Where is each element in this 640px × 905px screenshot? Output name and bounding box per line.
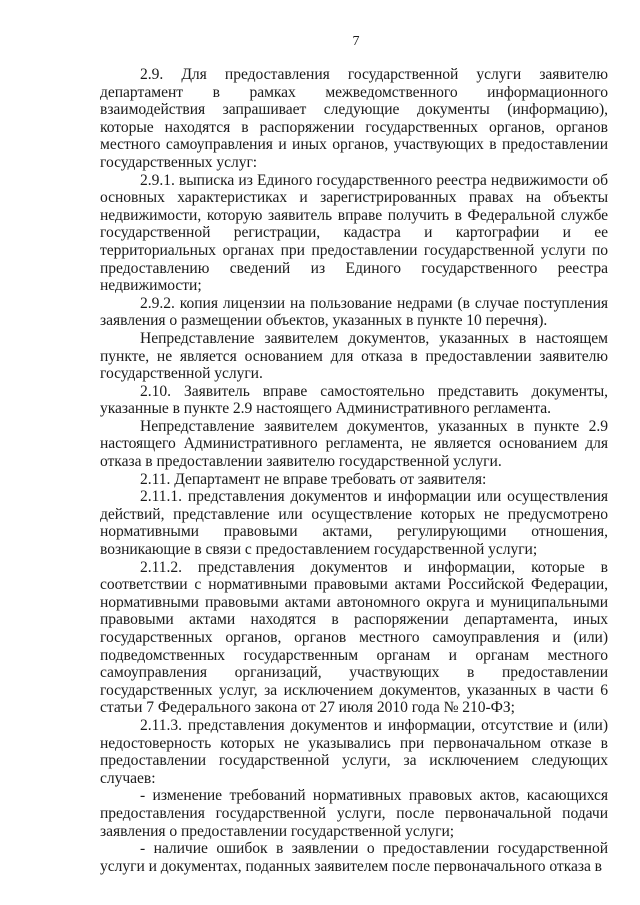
- list-item-errors-in-application: - наличие ошибок в заявлении о предоставлении государственной услуги и документах, поданных заявителем после первоначального отказа в: [100, 840, 608, 875]
- paragraph-2-9-2: 2.9.2. копия лицензии на пользование недрами (в случае поступления заявления о размещении объектов, указанных в пункте 10 перечня).: [100, 294, 608, 330]
- paragraph-non-submission-note: Непредставление заявителем документов, указанных в настоящем пункте, не является основанием для отказа в предоставлении заявителю государственной услуги.: [100, 329, 608, 383]
- paragraph-2-11-2: 2.11.2. представления документов и информации, которые в соответствии с нормативными правовыми актами Российской Федерации, нормативными правовыми актами автономного округа и муниципальными правовыми актами находятся в распоряжении департамента, иных государственных органов, органов местного самоуправления и (или) подведомственных государственным органам и органам местного самоуправления организаций, участвующих в предоставлении государственных услуг, за исключением документов, указанных в части 6 статьи 7 Федерального закона от 27 июля 2010 года № 210-ФЗ;: [100, 558, 608, 717]
- paragraph-2-9: 2.9. Для предоставления государственной услуги заявителю департамент в рамках межведомственного информационного взаимодействия запрашивает следующие документы (информацию), которые находятся в распоряжении государственных органов, органов местного самоуправления и иных органов, участвующих в предоставлении государственных услуг:: [100, 66, 608, 171]
- list-item-requirements-change: - изменение требований нормативных правовых актов, касающихся предоставления государственной услуги, после первоначальной подачи заявления о предоставлении государственной услуги;: [100, 787, 608, 840]
- page-number: 7: [352, 34, 360, 49]
- paragraph-2-11-3: 2.11.3. представления документов и информации, отсутствие и (или) недостоверность которых не указывались при первоначальном отказе в предоставлении государственной услуги, за исключением следующих случаев:: [100, 716, 608, 787]
- paragraph-2-10: 2.10. Заявитель вправе самостоятельно представить документы, указанные в пункте 2.9 настоящего Административного регламента.: [100, 382, 608, 418]
- paragraph-2-11-1: 2.11.1. представления документов и информации или осуществления действий, представление или осуществление которых не предусмотрено нормативными правовыми актами, регулирующими отношения, возникающие в связи с предоставлением государственной услуги;: [100, 488, 608, 559]
- paragraph-2-11: 2.11. Департамент не вправе требовать от заявителя:: [140, 470, 487, 488]
- paragraph-2-9-1: 2.9.1. выписка из Единого государственного реестра недвижимости об основных характеристиках и зарегистрированных правах на объекты недвижимости, которую заявитель вправе получить в Федеральной службе государственной регистрации, кадастра и картографии и ее территориальных органах при предоставлении государственной услуги по предоставлению сведений из Единого государственного реестра недвижимости;: [100, 171, 608, 295]
- paragraph-non-submission-2-9: Непредставление заявителем документов, указанных в пункте 2.9 настоящего Административного регламента, не является основанием для отказа в предоставлении заявителю государственной услуги.: [100, 417, 608, 471]
